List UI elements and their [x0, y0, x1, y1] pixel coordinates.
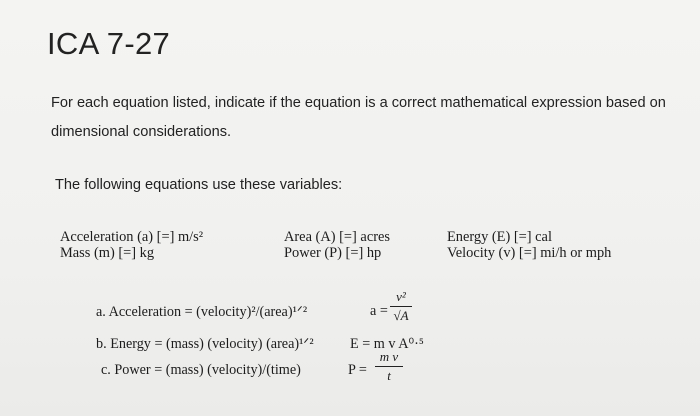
- equation-c-numerator: m v: [379, 349, 399, 364]
- equation-c-label: c. Power = (mass) (velocity)/(time): [101, 362, 301, 378]
- variable-energy: Energy (E) [=] cal: [447, 229, 552, 245]
- variable-velocity: Velocity (v) [=] mi/h or mph: [447, 245, 612, 261]
- variable-mass: Mass (m) [=] kg: [60, 245, 155, 261]
- equation-c-fraction: [375, 349, 403, 384]
- page-title: ICA 7-27: [47, 26, 171, 61]
- equation-c-lhs: P =: [348, 362, 367, 378]
- equation-a-lhs: a =: [370, 303, 388, 319]
- equation-a-denominator: √A: [393, 308, 409, 323]
- equation-b-expression: E = m v A⁰·⁵: [350, 336, 424, 352]
- variable-acceleration: Acceleration (a) [=] m/s²: [60, 229, 204, 245]
- variables-column-2: [284, 229, 390, 261]
- fraction-bar: [390, 306, 412, 307]
- variable-area: Area (A) [=] acres: [284, 229, 390, 245]
- variable-power: Power (P) [=] hp: [284, 245, 382, 261]
- variables-column-1: [60, 229, 203, 261]
- equation-b-label: b. Energy = (mass) (velocity) (area)¹ᐟ²: [96, 336, 314, 352]
- equation-c-denominator: t: [387, 368, 391, 383]
- fraction-bar: [375, 366, 403, 367]
- variables-column-3: [447, 229, 611, 261]
- instructions-paragraph: For each equation listed, indicate if the equation is a correct mathematical expression based on dimensional considerations.: [51, 95, 666, 140]
- equation-a-fraction: [390, 289, 412, 324]
- equation-a-label: a. Acceleration = (velocity)²/(area)¹ᐟ²: [96, 304, 308, 320]
- equation-a-numerator: v²: [396, 289, 406, 304]
- variables-intro: The following equations use these variables:: [55, 177, 343, 193]
